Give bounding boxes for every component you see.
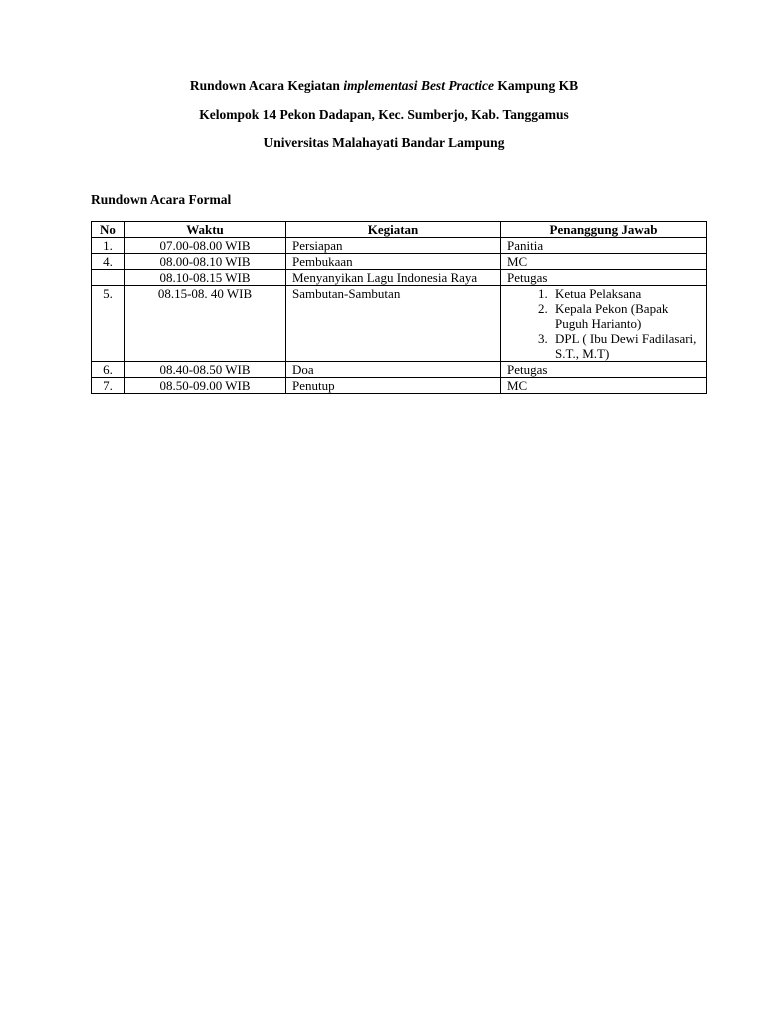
cell-activity: Persiapan <box>286 238 501 254</box>
cell-pic <box>501 286 707 362</box>
cell-pic: MC <box>501 254 707 270</box>
document-subtitle-university: Universitas Malahayati Bandar Lampung <box>263 135 505 150</box>
cell-time: 08.00-08.10 WIB <box>125 254 286 270</box>
title-text-part1: Rundown Acara Kegiatan <box>189 78 344 93</box>
table-row <box>92 378 707 394</box>
section-heading: Rundown Acara Formal <box>91 192 232 207</box>
cell-pic: Petugas <box>501 270 707 286</box>
cell-no: 4. <box>92 254 125 270</box>
cell-pic: Petugas <box>501 362 707 378</box>
cell-activity: Pembukaan <box>286 254 501 270</box>
pic-list-item: 3. DPL ( Ibu Dewi Fadilasari, S.T., M.T) <box>551 331 700 361</box>
column-header-activity: Kegiatan <box>286 222 501 238</box>
cell-activity: Menyanyikan Lagu Indonesia Raya <box>286 270 501 286</box>
pic-list <box>507 286 700 361</box>
cell-no: 5. <box>92 286 125 362</box>
cell-time: 08.40-08.50 WIB <box>125 362 286 378</box>
table-header-row <box>92 222 707 238</box>
column-header-no: No <box>92 222 125 238</box>
column-header-time: Waktu <box>125 222 286 238</box>
cell-no: 7. <box>92 378 125 394</box>
table-row <box>92 270 707 286</box>
table-row <box>92 362 707 378</box>
cell-time: 08.50-09.00 WIB <box>125 378 286 394</box>
table-row <box>92 254 707 270</box>
cell-no <box>92 270 125 286</box>
cell-activity: Doa <box>286 362 501 378</box>
document-title <box>0 78 768 94</box>
cell-activity: Penutup <box>286 378 501 394</box>
cell-activity: Sambutan-Sambutan <box>286 286 501 362</box>
cell-time: 08.10-08.15 WIB <box>125 270 286 286</box>
cell-no: 6. <box>92 362 125 378</box>
column-header-pic: Penanggung Jawab <box>501 222 707 238</box>
cell-no: 1. <box>92 238 125 254</box>
table-row <box>92 286 707 362</box>
table-row <box>92 238 707 254</box>
title-text-part2: Kampung KB <box>494 78 579 93</box>
title-text-italic: implementasi Best Practice <box>343 78 495 93</box>
cell-pic: Panitia <box>501 238 707 254</box>
pic-list-item: 2. Kepala Pekon (Bapak Puguh Harianto) <box>551 301 700 331</box>
cell-pic: MC <box>501 378 707 394</box>
cell-time: 08.15-08. 40 WIB <box>125 286 286 362</box>
document-subtitle-group: Kelompok 14 Pekon Dadapan, Kec. Sumberjo, Kab. Tanggamus <box>199 107 569 122</box>
cell-time: 07.00-08.00 WIB <box>125 238 286 254</box>
rundown-table <box>91 221 707 394</box>
pic-list-item: 1. Ketua Pelaksana <box>551 286 700 301</box>
